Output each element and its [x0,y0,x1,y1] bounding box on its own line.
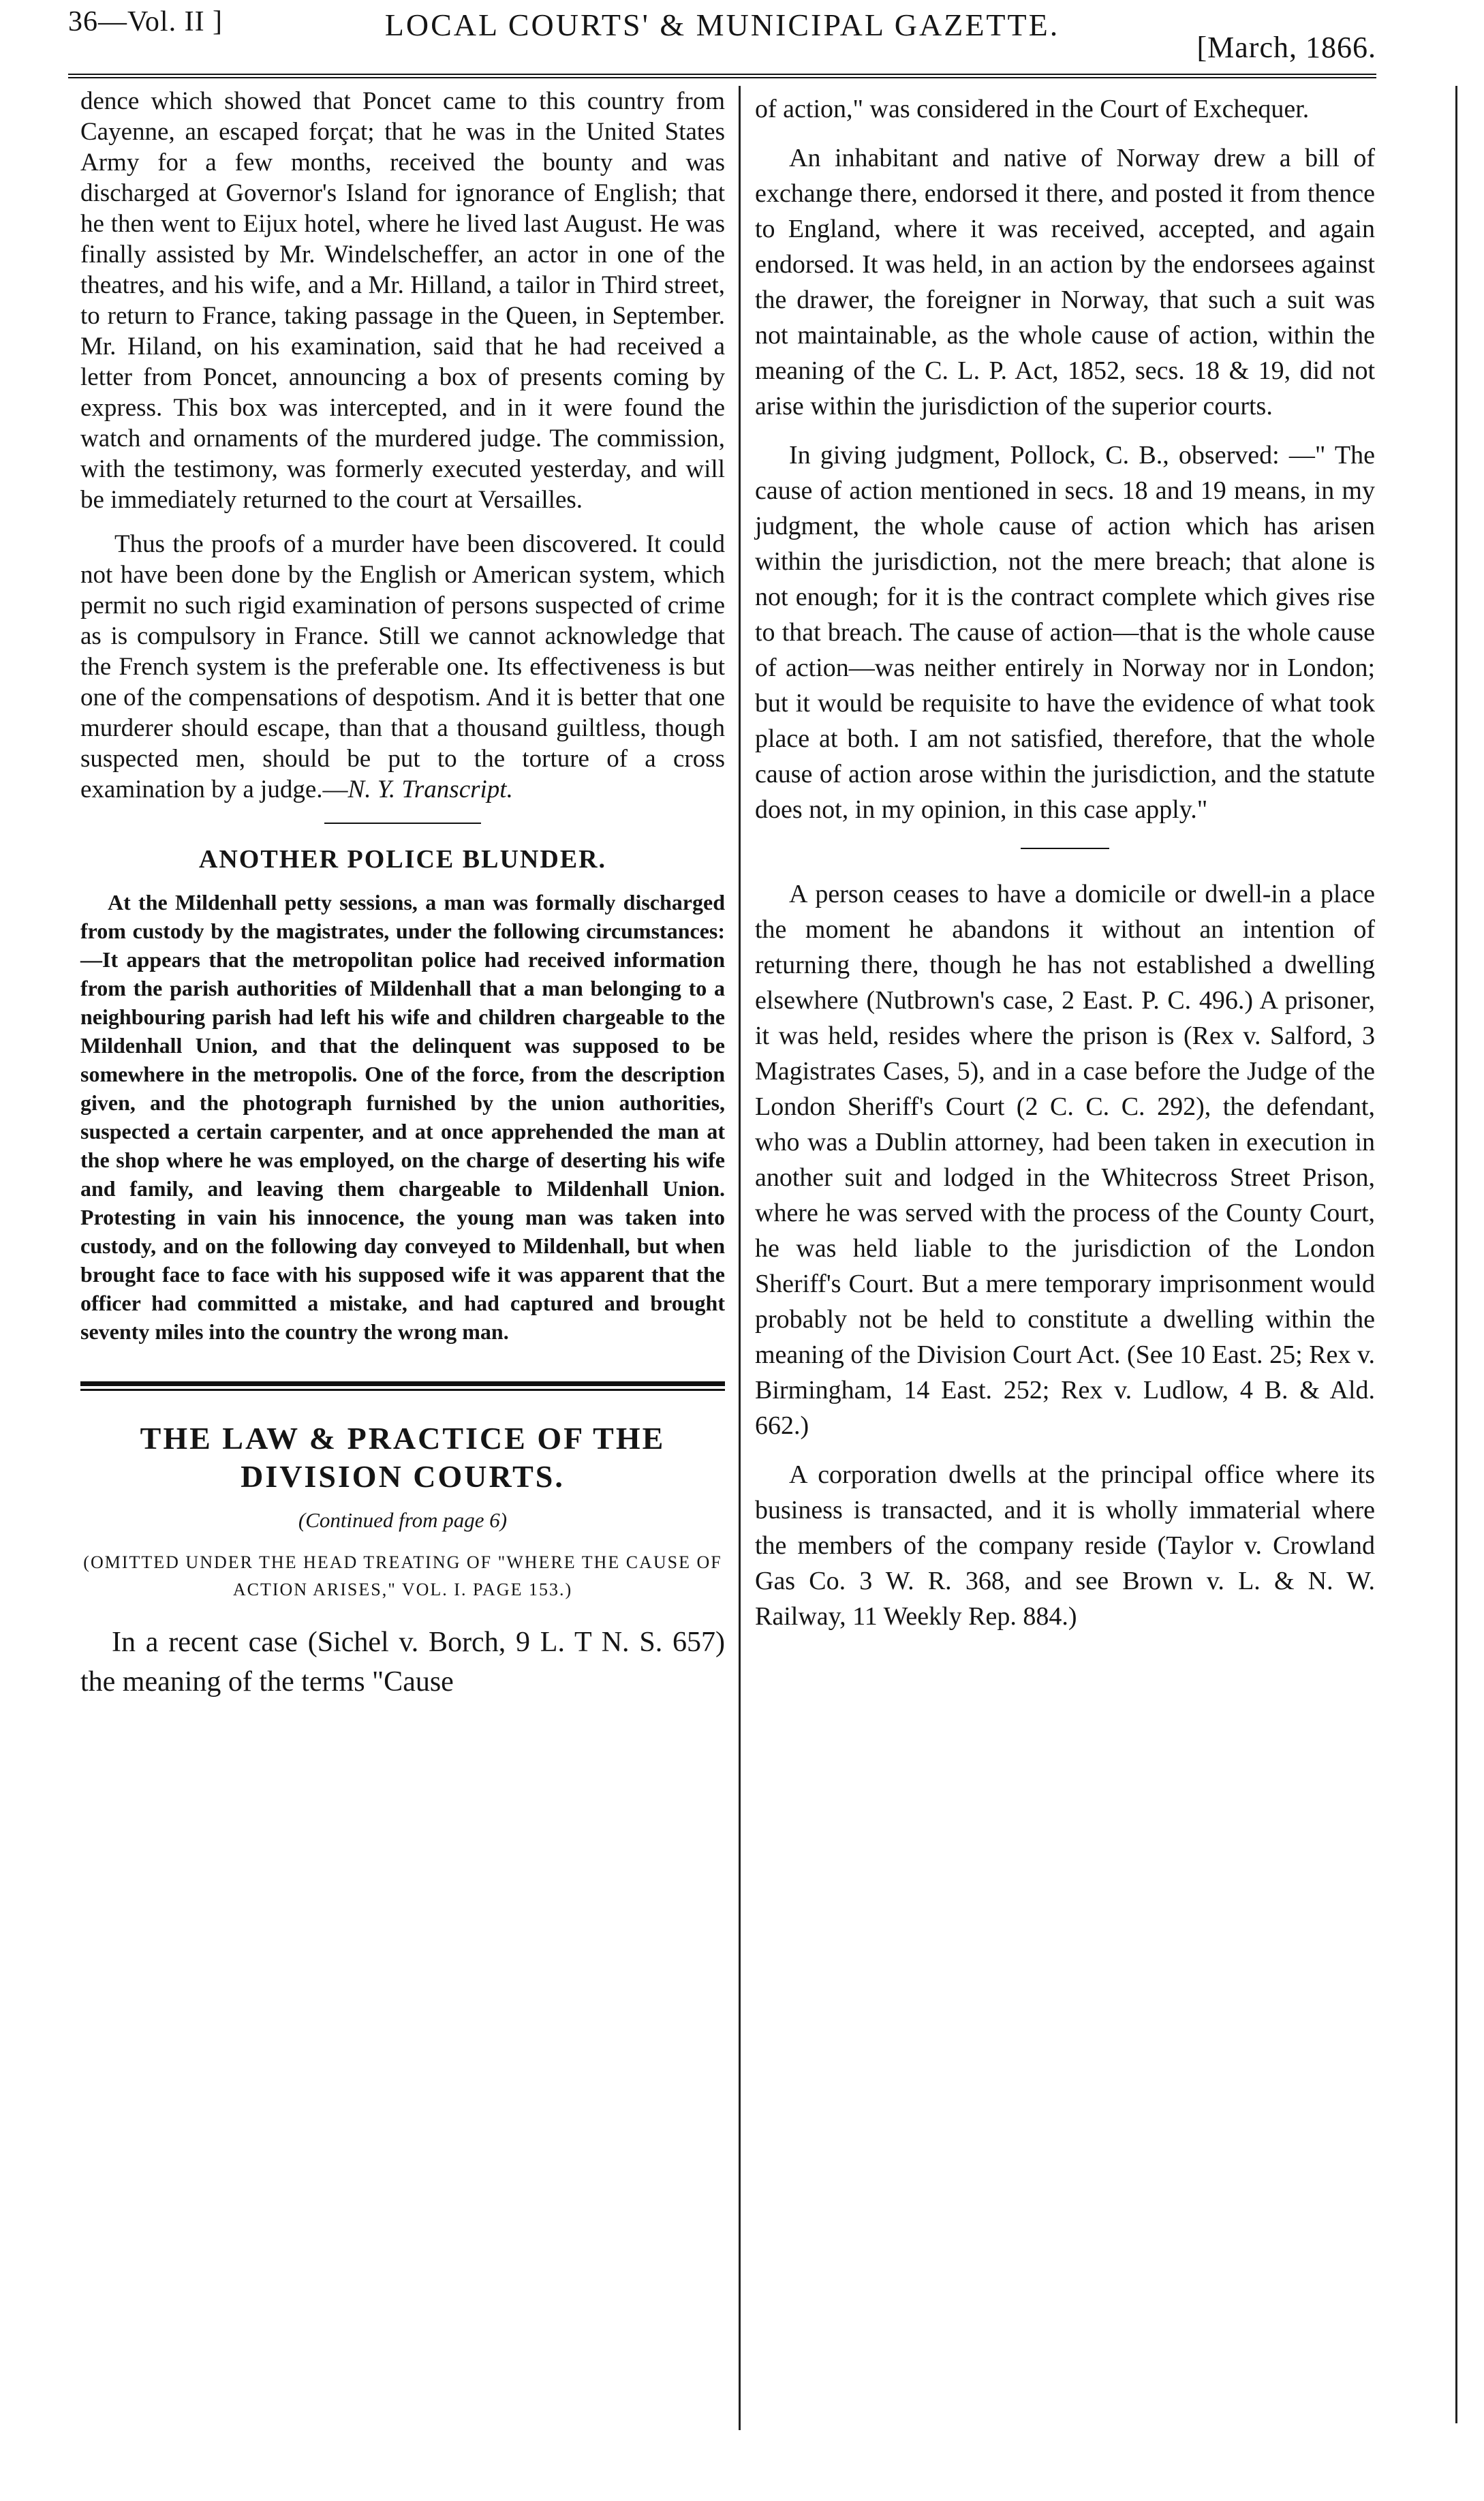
running-header [68,5,1376,68]
law-practice-title: THE LAW & PRACTICE OF THE DIVISION COURTS. [140,1421,666,1494]
section-divider [1021,848,1109,849]
continued-note: (Continued from page 6) [298,1508,508,1532]
source-attribution: N. Y. Transcript. [347,776,513,803]
header-rule [68,74,1376,80]
left-column [80,86,725,1702]
article-paragraph: A person ceases to have a domicile or dwell-in a place the moment he abandons it without an intention of returning there, though he has not established a dwelling elsewhere (Nutbrown's case, 2 East. P. C. 496.) A prisoner, it was held, resides where the prison is (Rex v. Salford, 3 Magistrates Cases, 5), and in a case before the Judge of the London Sheriff's Court (2 C. C. C. 292), the defendant, who was a Dublin attorney, had been taken in execution in another suit and lodged in the Whitecross Street Prison, where he was served with the process of the County Court, he was held liable to the jurisdiction of the London Sheriff's Court. But a mere temporary imprisonment would probably not be held to constitute a dwelling within the meaning of the Division Court Act. (See 10 East. 25; Rex v. Birmingham, 14 East. 252; Rex v. Ludlow, 4 B. & Ald. 662.) [755,880,1375,1440]
publication-title: LOCAL COURTS' & MUNICIPAL GAZETTE. [384,7,1060,42]
issue-date: [March, 1866. [1196,31,1376,64]
article-paragraph: A corporation dwells at the principal office where its business is transacted, and it is wholly immaterial where the members of the company reside (Taylor v. Crowland Gas Co. 3 W. R. 368, and see Brown v. L. & N. W. Railway, 11 Weekly Rep. 884.) [755,1460,1375,1631]
article-paragraph: Thus the proofs of a murder have been discovered. It could not have been done by the English or American system, which permit no such rigid examination of persons suspected of crime as is compulsory in France. Still we cannot acknowledge that the French system is the preferable one. Its effectiveness is but one of the compensations of despotism. And it is better that one murderer should escape, than that a thousand guiltless, though suspected men, should be put to the torture of a cross examination by a judge.— [80,530,725,803]
article-paragraph: of action," was considered in the Court of Exchequer. [755,95,1310,123]
heavy-rule [80,1381,725,1391]
right-column [755,91,1375,1634]
page-and-volume: 36—Vol. II ] [68,6,223,37]
article-paragraph: In giving judgment, Pollock, C. B., observed: —" The cause of action mentioned in secs. 18 and 19 means, in my judgment, the whole cause of action which has arisen within the jurisdiction, not the mere breach; that alone is not enough; for it is the contract complete which gives rise to that breach. The cause of action—that is the whole cause of action—was neither entirely in Norway nor in London; but it would be requisite to have the evidence of what took place at both. I am not satisfied, therefore, that the whole cause of action arose within the jurisdiction, and the statute does not, in my opinion, in this case apply." [755,441,1375,824]
column-divider [739,86,741,2430]
section-divider [324,823,481,824]
police-blunder-text: At the Mildenhall petty sessions, a man was formally discharged from custody by the magistrates, under the following circumstances:—It appears that the metropolitan police had received information from the parish authorities of Mildenhall that a man belonging to a neighbouring parish had left his wife and children chargeable to the Mildenhall Union, and that the delinquent was supposed to be somewhere in the metropolis. One of the force, from the description given, and the photograph furnished by the union authorities, suspected a certain carpenter, and at once apprehended the man at the shop where he was employed, on the charge of deserting his wife and family, and leaving them chargeable to Mildenhall Union. Protesting in vain his innocence, the young man was taken into custody, and on the following day conveyed to Mildenhall, but when brought face to face with his supposed wife it was apparent that the officer had committed a mistake, and had captured and brought seventy miles into the country the wrong man. [80,890,725,1344]
police-blunder-heading: ANOTHER POLICE BLUNDER. [198,845,607,874]
article-paragraph-closing [80,529,725,805]
page-edge-rule [1455,86,1457,2423]
article-paragraph: An inhabitant and native of Norway drew a bill of exchange there, endorsed it there, and posted it from thence to England, where it was received, accepted, and again endorsed. It was held, in an action by the endorsees against the drawer, the foreigner in Norway, that such a suit was not maintainable, as the whole cause of action, within the meaning of the C. L. P. Act, 1852, secs. 18 & 19, did not arise within the jurisdiction of the superior courts. [755,144,1375,420]
omitted-note: (OMITTED UNDER THE HEAD TREATING OF "WHERE THE CAUSE OF ACTION ARISES," VOL. I. PAGE 153.) [83,1552,722,1599]
article-paragraph: dence which showed that Poncet came to this country from Cayenne, an escaped forçat; that he was in the United States Army for a few months, received the bounty and was discharged at Governor's Island for ignorance of English; that he then went to Eijux hotel, where he lived last August. He was finally assisted by Mr. Windelscheffer, an actor in one of the theatres, and his wife, and a Mr. Hilland, a tailor in Third street, to return to France, taking passage in the Queen, in September. Mr. Hiland, on his examination, said that he had received a letter from Poncet, announcing a box of presents coming by express. This box was intercepted, and in it were found the watch and ornaments of the murdered judge. The commission, with the testimony, was formerly executed yesterday, and will be immediately returned to the court at Versailles. [80,87,725,514]
law-practice-lead: In a recent case (Sichel v. Borch, 9 L. T N. S. 657) the meaning of the terms "Cause [80,1627,725,1698]
